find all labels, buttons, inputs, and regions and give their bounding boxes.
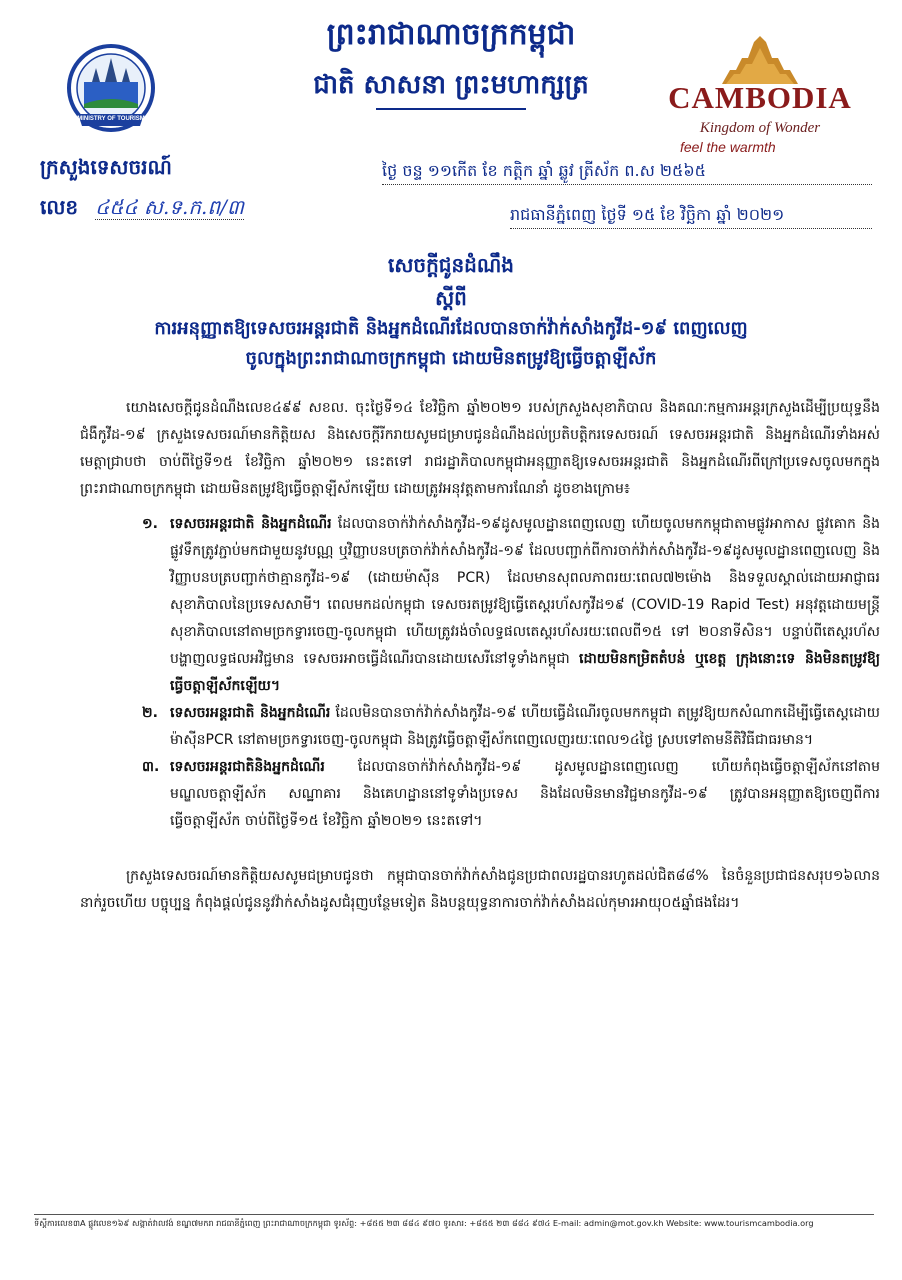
ministry-logo bbox=[62, 42, 160, 142]
footer-address: ទីស្តីការលេខ៣A ផ្លូវលេខ១៦៩ សង្កាត់វាលវង់ ខណ្ឌ៧មករា រាជធានីភ្នំពេញ ព្រះរាជាណាចក្រកម្ពុជា ទូរស័ព្ទ: +៨៥៥ ២៣ ៨៨៤ ៩៧០ ទូរសារ: +៨៥៥ ២៣ ៨៨៤ ៩៧៤ E-mail: admin@mot.gov.kh Website: www.tourismcambodia.org bbox=[34, 1218, 814, 1228]
item-lead: ទេសចរអន្តរជាតិ និងអ្នកដំណើរ bbox=[170, 516, 332, 532]
notice-title bbox=[0, 248, 902, 374]
brand-slogan: feel the warmth bbox=[680, 139, 776, 155]
title-line-2: ស្តីពី bbox=[435, 286, 467, 310]
item-text bbox=[170, 700, 880, 754]
item-text bbox=[170, 511, 880, 700]
angkor-temple-icon bbox=[660, 36, 860, 86]
closing-paragraph: ក្រសួងទេសចរណ៍មានកិត្តិយសសូមជម្រាបជូនថា កម្ពុជាបានចាក់វ៉ាក់សាំងជូនប្រជាពលរដ្ឋបានរហូតដល់ជិត៨៨% នៃចំនួនប្រជាជនសរុប១៦លាននាក់រួចហើយ បច្ចុប្បន្ន កំពុងផ្តល់ជូននូវវ៉ាក់សាំងដូសជំរុញបន្ថែមទៀត និងបន្តយុទ្ធនាការចាក់វ៉ាក់សាំងដល់កុមារអាយុ០៥ឆ្នាំផងដែរ។ bbox=[80, 868, 880, 911]
item-lead: ទេសចរអន្តរជាតិនិងអ្នកដំណើរ bbox=[170, 759, 325, 775]
item-body: ដែលបានចាក់វ៉ាក់សាំងកូវីដ-១៩ ដូសមូលដ្ឋានពេញលេញ ហើយកំពុងធ្វើចត្តាឡីស័កនៅតាមមណ្ឌលចត្តាឡីស័ក សណ្ឋាគារ និងគេហដ្ឋាននៅទូទាំងប្រទេស និងដែលមិនមានវិជ្ជមានកូវីដ-១៩ ត្រូវបានអនុញ្ញាតឱ្យចេញពីការធ្វើចត្តាឡីស័ក ចាប់ពីថ្ងៃទី១៥ ខែវិច្ឆិកា ឆ្នាំ២០២១ នេះតទៅ។ bbox=[170, 759, 880, 829]
item-tail: ដោយមិនកម្រិតតំបន់ ឬខេត្ត ក្រុងនោះទេ និងមិនតម្រូវឱ្យធ្វើចត្តាឡីស័កឡើយ។ bbox=[170, 651, 880, 694]
ministry-logo-caption: MINISTRY OF TOURISM bbox=[77, 116, 145, 122]
reference-value: ៤៥៤ ស.ទ.ក.ព/៣ bbox=[95, 195, 244, 219]
gregorian-date: រាជធានីភ្នំពេញ ថ្ងៃទី ១៥ ខែ វិច្ឆិកា ឆ្នាំ ២០២១ bbox=[510, 204, 872, 229]
header-ornament bbox=[376, 108, 526, 118]
kingdom-title: ព្រះរាជាណាចក្រកម្ពុជា bbox=[326, 17, 576, 52]
item-number: ២. bbox=[142, 705, 158, 721]
item-number: ១. bbox=[142, 516, 158, 532]
title-line-1: សេចក្តីជូនដំណឹង bbox=[388, 253, 514, 277]
list-item bbox=[80, 754, 880, 835]
item-number: ៣. bbox=[142, 759, 160, 775]
list-item bbox=[80, 511, 880, 700]
item-lead: ទេសចរអន្តរជាតិ និងអ្នកដំណើរ bbox=[170, 705, 331, 721]
reference-label: លេខ bbox=[40, 195, 79, 219]
reference-number bbox=[40, 194, 244, 224]
intro-paragraph: យោងសេចក្តីជូនដំណឹងលេខ៤៩៩ សខល. ចុះថ្ងៃទី១៤ ខែវិច្ឆិកា ឆ្នាំ២០២១ របស់ក្រសួងសុខាភិបាល និងគណៈកម្មការអន្តរក្រសួងដើម្បីប្រយុទ្ធនឹងជំងឺកូវីដ-១៩ ក្រសួងទេសចរណ៍មានកិត្តិយស និងសេចក្តីរីករាយសូមជម្រាបជូនដំណឹងដល់ប្រតិបត្តិករទេសចរណ៍ ទេសចរអន្តរជាតិ និងអ្នកដំណើរទាំងអស់ មេត្តាជ្រាបថា ចាប់ពីថ្ងៃទី១៥ ខែវិច្ឆិកា ឆ្នាំ២០២១ នេះតទៅ រាជរដ្ឋាភិបាលកម្ពុជាអនុញ្ញាតឱ្យទេសចរអន្តរជាតិ និងអ្នកដំណើរពីក្រៅប្រទេសចូលមកក្នុងព្រះរាជាណាចក្រកម្ពុជា ដោយមិនតម្រូវឱ្យធ្វើចត្តាឡីស័កឡើយ ដោយត្រូវអនុវត្តតាមការណែនាំ ដូចខាងក្រោម៖ bbox=[80, 400, 880, 497]
ministry-name: ក្រសួងទេសចរណ៍ bbox=[40, 155, 172, 179]
notice-body bbox=[80, 395, 880, 925]
lunar-date: ថ្ងៃ ចន្ទ ១១កើត ខែ កត្តិក ឆ្នាំ ឆ្លូវ ត្រីស័ក ព.ស ២៥៦៥ bbox=[382, 160, 872, 185]
brand-name: CAMBODIA bbox=[668, 80, 852, 115]
title-line-3: ការអនុញ្ញាតឱ្យទេសចរអន្តរជាតិ និងអ្នកដំណើរដែលបានចាក់វ៉ាក់សាំងកូវីដ-១៩ ពេញលេញ bbox=[154, 318, 748, 339]
item-body: ដែលមិនបានចាក់វ៉ាក់សាំងកូវីដ-១៩ ហើយធ្វើដំណើរចូលមកកម្ពុជា តម្រូវឱ្យយកសំណាកដើម្បីធ្វើតេស្តដោយម៉ាស៊ីនPCR នៅតាមច្រកទ្វារចេញ-ចូលកម្ពុជា និងត្រូវធ្វើចត្តាឡីស័កពេញលេញរយៈពេល១៤ថ្ងៃ ស្របទៅតាមនីតិវិធីជាធរមាន។ bbox=[170, 705, 880, 748]
list-item bbox=[80, 700, 880, 754]
item-text bbox=[170, 754, 880, 835]
item-body: ដែលបានចាក់វ៉ាក់សាំងកូវីដ-១៩ដូសមូលដ្ឋានពេញលេញ ហើយចូលមកកម្ពុជាតាមផ្លូវអាកាស ផ្លូវគោក និងផ្លូវទឹកត្រូវភ្ជាប់មកជាមួយនូវបណ្ណ ឬវិញ្ញាបនបត្រចាក់វ៉ាក់សាំងកូវីដ-១៩ ដែលបញ្ជាក់ពីការចាក់វ៉ាក់សាំងកូវីដ-១៩ដូសមូលដ្ឋានពេញលេញ និងវិញ្ញាបនបត្របញ្ជាក់ថាគ្មានកូវីដ-១៩ (ដោយម៉ាស៊ីន PCR) ដែលមានសុពលភាពរយៈពេល៧២ម៉ោង និងទទួលស្គាល់ដោយអាជ្ញាធរសុខាភិបាលនៃប្រទេសសាមី។ ពេលមកដល់កម្ពុជា ទេសចរតម្រូវឱ្យធ្វើតេស្តរហ័សកូវីដ១៩ (COVID-19 Rapid Test) អនុវត្តដោយមន្ត្រីសុខាភិបាលនៅតាមច្រកទ្វារចេញ-ចូលកម្ពុជា ហើយត្រូវរង់ចាំលទ្ធផលតេស្តរហ័សរយៈពេលពី១៥ ទៅ ២០នាទីសិន។ បន្ទាប់ពីតេស្តរហ័សបង្ហាញលទ្ធផលអវិជ្ជមាន ទេសចរអាចធ្វើដំណើរបានដោយសេរីនៅទូទាំងកម្ពុជា bbox=[170, 516, 880, 667]
ministry-emblem-icon bbox=[62, 42, 160, 142]
cambodia-brand-logo bbox=[660, 36, 860, 156]
national-motto: ជាតិ សាសនា ព្រះមហាក្សត្រ bbox=[313, 70, 589, 100]
title-line-4: ចូលក្នុងព្រះរាជាណាចក្រកម្ពុជា ដោយមិនតម្រូវឱ្យធ្វើចត្តាឡីស័ក bbox=[245, 348, 657, 369]
brand-tagline: Kingdom of Wonder bbox=[699, 120, 821, 136]
footer-divider bbox=[34, 1214, 874, 1215]
